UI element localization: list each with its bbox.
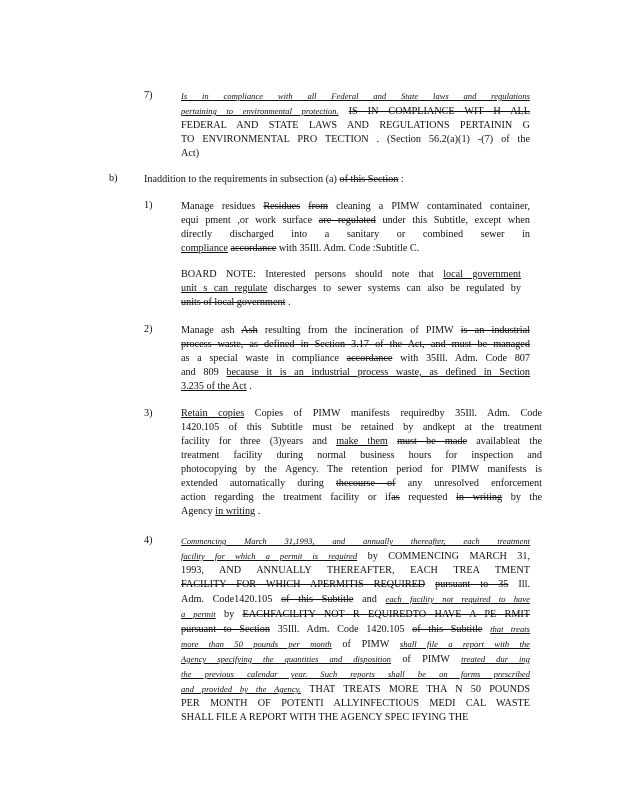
text-segment: discharges to sewer systems can also be regulated by [267,283,521,294]
text-line [181,119,530,133]
text-line [181,491,542,505]
text-segment: by COMMENCING MARCH 31, [357,551,530,562]
board-note [181,268,521,310]
inserted-text: make them [336,436,388,447]
text-line [181,564,530,578]
deleted-text: IS IN COMPLIANCE WIT H ALL [348,106,530,117]
text-segment: Manage residues [181,201,264,212]
text-segment: directly discharged into a sanitary or combined sewer in [181,229,530,240]
text-segment: 1993, AND ANNUALLY THEREAFTER, EACH TREA TMENT [181,565,530,576]
text-segment: action regarding the treatment facility or if [181,492,392,503]
text-segment: of PIMW [390,654,462,665]
text-line [181,133,530,147]
text-segment: cleaning a PIMW contaminated container, [328,201,530,212]
item-7-number: 7) [144,90,153,101]
text-segment: equi pment ,or work surface [181,215,319,226]
deleted-text: of this Section [339,174,399,185]
inserted-text: facility for which a permit is required [181,551,358,561]
inserted-text: Commencing March 31,1993, and annually thereafter, each treatment [181,536,530,546]
deleted-text: is an industrial [460,325,530,336]
inserted-text: local government [443,269,521,280]
deleted-text: of this Subtitle [281,594,354,605]
item-b1-text [181,200,530,256]
item-b4-text [181,534,530,725]
text-segment [482,624,490,635]
text-segment: Act) [181,148,200,159]
text-segment: of PIMW [331,639,400,650]
deleted-text: process waste, as defined in Section 3.17 of the Act, and must be managed [181,339,530,350]
text-segment: FEDERAL AND STATE LAWS AND REGULATIONS PERTAININ G [181,120,530,131]
text-segment: PER MONTH OF POTENTI ALLYINFECTIOUS MEDI CAL WASTE [181,698,530,709]
text-line [181,147,530,161]
text-segment: . [246,381,252,392]
text-segment [388,436,397,447]
inserted-text: compliance [181,243,228,254]
text-line [181,89,530,104]
text-line [181,407,542,421]
text-line [181,421,542,435]
text-line [181,214,530,228]
inserted-text: a permit [181,609,216,619]
inserted-text: Retain copies [181,408,245,419]
deleted-text: thecourse of [335,478,396,489]
text-line [181,682,530,697]
deleted-text: units of local government [181,297,286,308]
deleted-text: as [391,492,400,503]
text-segment: Adm. Code1420.105 [181,594,282,605]
text-line [181,549,530,564]
deleted-text: EACHFACILITY NOT R EQUIREDTO HAVE A PE RMIT [242,609,530,620]
text-line [181,449,542,463]
text-segment: under this Subtitle, except when [375,215,530,226]
item-b1-number: 1) [144,200,153,211]
text-line [181,104,530,119]
text-segment: extended automatically during [181,478,336,489]
text-segment: availableat the [467,436,542,447]
text-line [181,534,530,549]
deleted-text: pursuant to Section [181,624,270,635]
text-segment: 1420.105 of this Subtitle must be retained by andkept at the treatment [181,422,542,433]
inserted-text: treated dur ing [461,654,530,664]
text-line [181,463,542,477]
text-segment: by the [502,492,542,503]
deleted-text: pursuant to 35 [435,579,509,590]
deleted-text: Ash [241,325,258,336]
item-7-text [181,89,530,161]
text-segment: THAT TREATS MORE THA N 50 POUNDS [301,684,530,695]
item-b4-number: 4) [144,535,153,546]
subsection-b-intro [144,173,444,187]
inserted-text: that treats [490,624,531,634]
text-segment: Copies of PIMW manifests requiredby 35Ill. Adm. Code [244,408,542,419]
deleted-text: from [308,201,329,212]
inserted-text: pertaining to environmental protection. [181,106,339,116]
item-b3-number: 3) [144,408,153,419]
text-line [181,592,530,607]
text-line [181,697,530,711]
text-segment [339,106,349,117]
inserted-text: the previous calendar year. Such reports shall be on forms prescribed [181,669,530,679]
text-line [181,200,530,214]
text-line [181,268,521,282]
text-line [181,352,530,366]
text-line [181,338,530,352]
inserted-text: more than 50 pounds per month [181,639,332,649]
text-segment: and [353,594,386,605]
inserted-text: shall file a report with the [399,639,530,649]
text-segment: : [398,174,404,185]
text-segment [425,579,435,590]
text-segment: BOARD NOTE: Interested persons should note that [181,269,444,280]
text-segment: Manage ash [181,325,242,336]
text-line [181,366,530,380]
text-line [181,652,530,667]
deleted-text: accordance [230,243,277,254]
text-line [181,296,521,310]
text-line [181,477,542,491]
inserted-text: each facility not required to have [385,594,530,604]
text-line [181,324,530,338]
text-segment: 35Ill. Adm. Code 1420.105 [269,624,413,635]
text-segment: . [255,506,261,517]
item-b2-number: 2) [144,324,153,335]
deleted-text: FACILITY FOR WHICH APERMITIS REQUIRED [181,579,426,590]
text-segment: as a special waste in compliance [181,353,347,364]
text-segment: SHALL FILE A REPORT WITH THE AGENCY SPEC IFYING THE [181,712,469,723]
text-line [181,622,530,637]
text-segment: Ill. [508,579,530,590]
text-segment: resulting from the incineration of PIMW [257,325,461,336]
text-line [181,667,530,682]
text-line [181,711,530,725]
text-line [144,173,444,187]
text-segment: with 35Ill. Adm. Code :Subtitle C. [276,243,420,254]
inserted-text: in writing [215,506,256,517]
text-segment: treatment facility during normal business hours for inspection and [181,450,542,461]
text-line [181,380,530,394]
text-line [181,637,530,652]
item-b3-text [181,407,542,519]
inserted-text: because it is an industrial process waste, as defined in Section [226,367,530,378]
text-line [181,435,542,449]
text-segment: and 809 [181,367,227,378]
text-segment: requested [399,492,457,503]
text-segment: by [215,609,243,620]
text-segment: . [285,297,291,308]
inserted-text: unit s can regulate [181,283,268,294]
inserted-text: 3.235 of the Act [181,381,247,392]
inserted-text: Is in compliance with all Federal and State laws and regulations [181,91,530,101]
text-segment: with 35Ill. Adm. Code 807 [392,353,530,364]
text-segment: Agency [181,506,216,517]
deleted-text: are regulated [318,215,376,226]
subsection-b-label: b) [109,173,118,184]
text-segment: any unresolved enforcement [395,478,542,489]
deleted-text: Residues [263,201,301,212]
text-line [181,282,521,296]
text-line [181,607,530,622]
inserted-text: Agency specifying the quantities and disposition [181,654,391,664]
item-b2-text [181,324,530,394]
text-line [181,505,542,519]
text-line [181,228,530,242]
inserted-text: and provided by the Agency. [181,684,302,694]
text-line [181,242,530,256]
deleted-text: accordance [346,353,393,364]
deleted-text: of this Subtitle [412,624,483,635]
text-line [181,578,530,592]
text-segment: Inaddition to the requirements in subsection (a) [144,174,340,185]
text-segment: TO ENVIRONMENTAL PRO TECTION . (Section 56.2(a)(1) -(7) of the [181,134,530,145]
deleted-text: in writing [456,492,503,503]
deleted-text: must be made [397,436,467,447]
text-segment: photocopying by the Agency. The retention period for PIMW manifests is [181,464,542,475]
text-segment: facility for three (3)years and [181,436,337,447]
